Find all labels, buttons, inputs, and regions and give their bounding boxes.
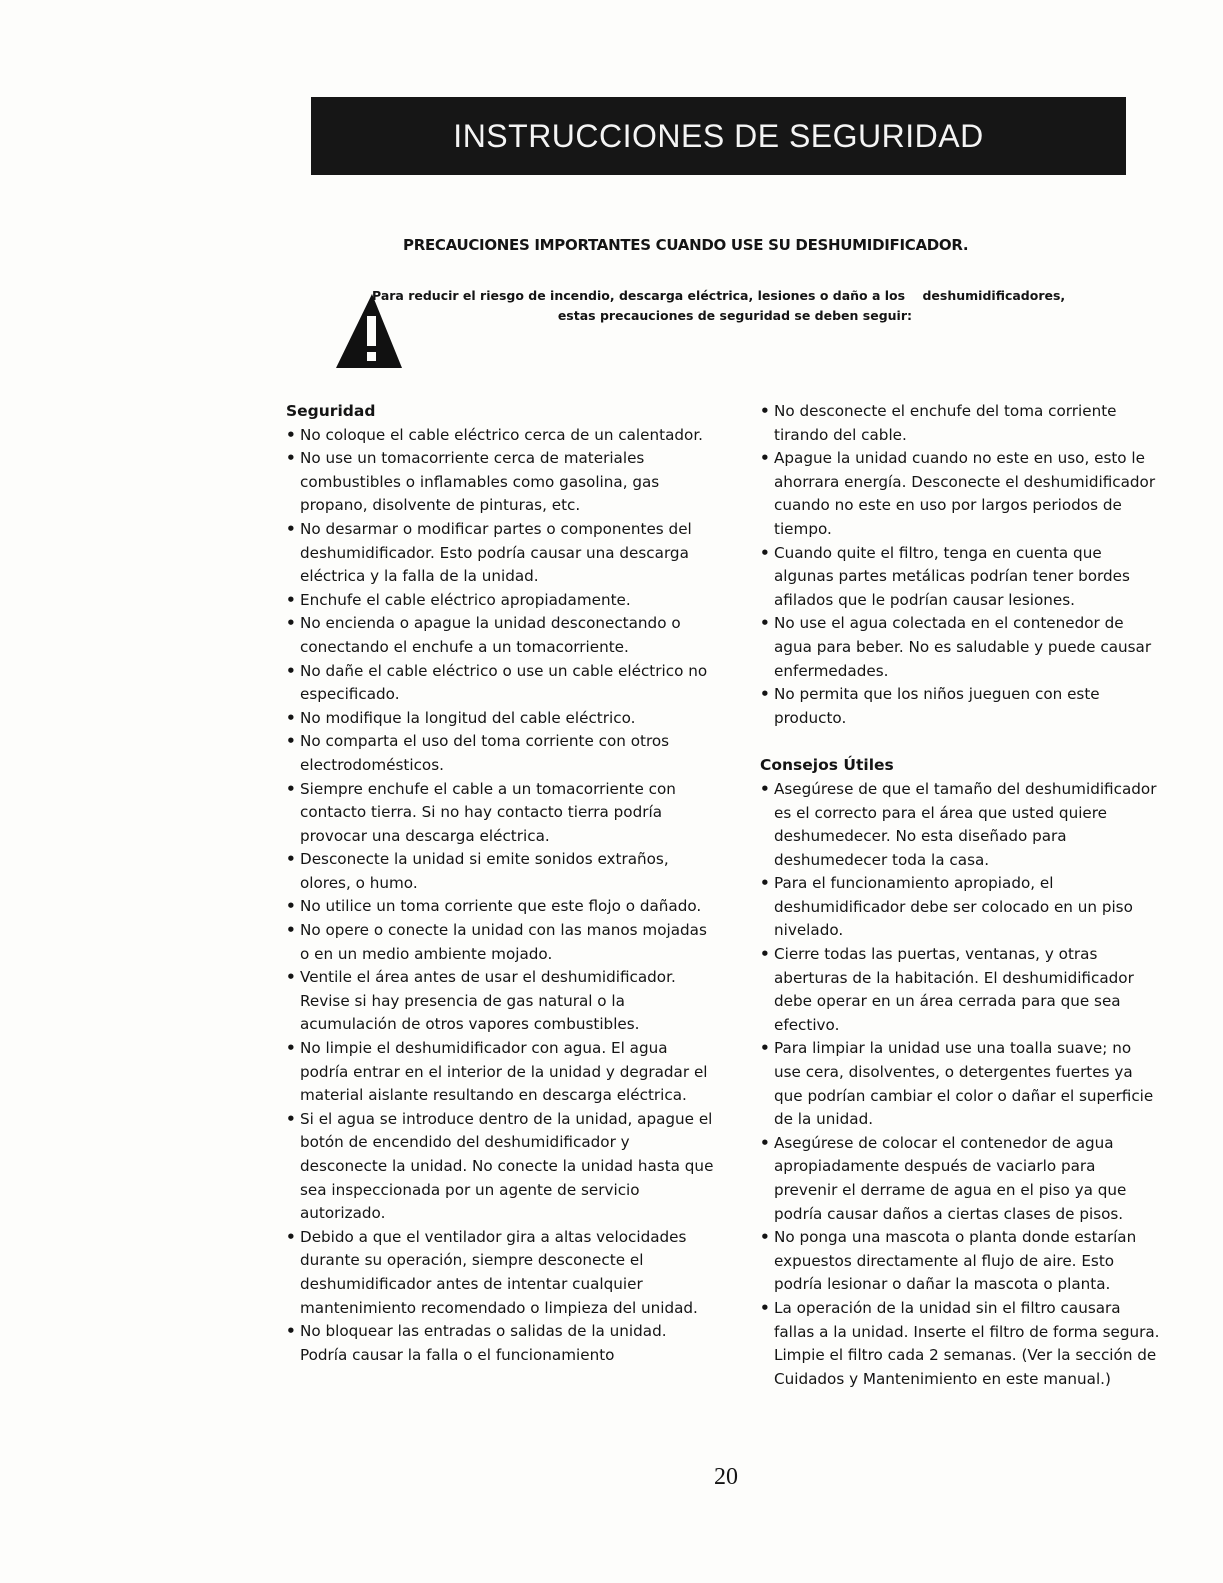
list-item: • No permita que los niños jueguen con este producto. — [760, 683, 1160, 730]
safety-list — [286, 424, 718, 1368]
right-column — [760, 400, 1160, 1391]
list-item: • Desconecte la unidad si emite sonidos extraños, olores, o humo. — [286, 848, 718, 895]
safety-section-title: Seguridad — [286, 402, 376, 420]
list-item: • No opere o conecte la unidad con las manos mojadas o en un medio ambiente mojado. — [286, 919, 718, 966]
list-item: • Apague la unidad cuando no este en uso, esto le ahorrara energía. Desconecte el deshumidificador cuando no este en uso por largos periodos de tiempo. — [760, 447, 1160, 541]
safety-column — [286, 400, 718, 1367]
page-number: 20 — [714, 1464, 738, 1490]
list-item: • Para el funcionamiento apropiado, el deshumidificador debe ser colocado en un piso nivelado. — [760, 872, 1160, 943]
warning-text-line2: estas precauciones de seguridad se deben seguir: — [557, 308, 912, 323]
list-item: • No desarmar o modificar partes o componentes del deshumidificador. Esto podría causar una descarga eléctrica y la falla de la unidad. — [286, 518, 718, 589]
safety-list-continued — [760, 400, 1160, 730]
list-item: • Si el agua se introduce dentro de la unidad, apague el botón de encendido del deshumidificador y desconecte la unidad. No conecte la unidad hasta que sea inspeccionada por un agente de servicio autorizado. — [286, 1108, 718, 1226]
list-item: • Cuando quite el filtro, tenga en cuenta que algunas partes metálicas podrían tener bordes afilados que le podrían causar lesiones. — [760, 542, 1160, 613]
list-item: • No encienda o apague la unidad desconectando o conectando el enchufe a un tomacorriente. — [286, 612, 718, 659]
page-banner — [311, 97, 1126, 175]
list-item: • Enchufe el cable eléctrico apropiadamente. — [286, 589, 718, 613]
list-item: • No desconecte el enchufe del toma corriente tirando del cable. — [760, 400, 1160, 447]
list-item: • No modifique la longitud del cable eléctrico. — [286, 707, 718, 731]
list-item: • No limpie el deshumidificador con agua. El agua podría entrar en el interior de la unidad y degradar el material aislante resultando en descarga eléctrica. — [286, 1037, 718, 1108]
list-item: • No use un tomacorriente cerca de materiales combustibles o inflamables como gasolina, gas propano, disolvente de pinturas, etc. — [286, 447, 718, 518]
list-item: • No comparta el uso del toma corriente con otros electrodomésticos. — [286, 730, 718, 777]
tips-section-title: Consejos Útiles — [760, 756, 894, 775]
list-item: • Debido a que el ventilador gira a altas velocidades durante su operación, siempre desconecte el deshumidificador antes de intentar cualquier mantenimiento recomendado o limpieza del unidad. — [286, 1226, 718, 1320]
list-item: • No utilice un toma corriente que este flojo o dañado. — [286, 895, 718, 919]
list-item: • La operación de la unidad sin el filtro causara fallas a la unidad. Inserte el filtro de forma segura. Limpie el filtro cada 2 semanas. (Ver la sección de Cuidados y Mantenimiento en este manual.) — [760, 1297, 1160, 1391]
banner-title: INSTRUCCIONES DE SEGURIDAD — [453, 117, 984, 154]
list-item: • Asegúrese de colocar el contenedor de agua apropiadamente después de vaciarlo para prevenir el derrame de agua en el piso ya que podría causar daños a ciertas clases de pisos. — [760, 1132, 1160, 1226]
list-item: • Ventile el área antes de usar el deshumidificador. Revise si hay presencia de gas natural o la acumulación de otros vapores combustibles. — [286, 966, 718, 1037]
list-item: • Para limpiar la unidad use una toalla suave; no use cera, disolventes, o detergentes fuertes ya que podrían cambiar el color o dañar el superficie de la unidad. — [760, 1037, 1160, 1131]
list-item: • Cierre todas las puertas, ventanas, y otras aberturas de la habitación. El deshumidificador debe operar en un área cerrada para que sea efectivo. — [760, 943, 1160, 1037]
list-item: • No bloquear las entradas o salidas de la unidad. Podría causar la falla o el funcionamiento — [286, 1320, 718, 1367]
list-item: • No coloque el cable eléctrico cerca de un calentador. — [286, 424, 718, 448]
list-item: • Asegúrese de que el tamaño del deshumidificador es el correcto para el área que usted quiere deshumedecer. No esta diseñado para deshumedecer toda la casa. — [760, 778, 1160, 872]
list-item: • No use el agua colectada en el contenedor de agua para beber. No es saludable y puede causar enfermedades. — [760, 612, 1160, 683]
warning-text-line1: Para reducir el riesgo de incendio, descarga eléctrica, lesiones o daño a los deshumidificadores, — [372, 288, 1066, 303]
main-heading: PRECAUCIONES IMPORTANTES CUANDO USE SU DESHUMIDIFICADOR. — [403, 236, 969, 254]
list-item: • No ponga una mascota o planta donde estarían expuestos directamente al flujo de aire. Esto podría lesionar o dañar la mascota o planta. — [760, 1226, 1160, 1297]
list-item: • No dañe el cable eléctrico o use un cable eléctrico no especificado. — [286, 660, 718, 707]
tips-list — [760, 778, 1160, 1391]
list-item: • Siempre enchufe el cable a un tomacorriente con contacto tierra. Si no hay contacto tierra podría provocar una descarga eléctrica. — [286, 778, 718, 849]
